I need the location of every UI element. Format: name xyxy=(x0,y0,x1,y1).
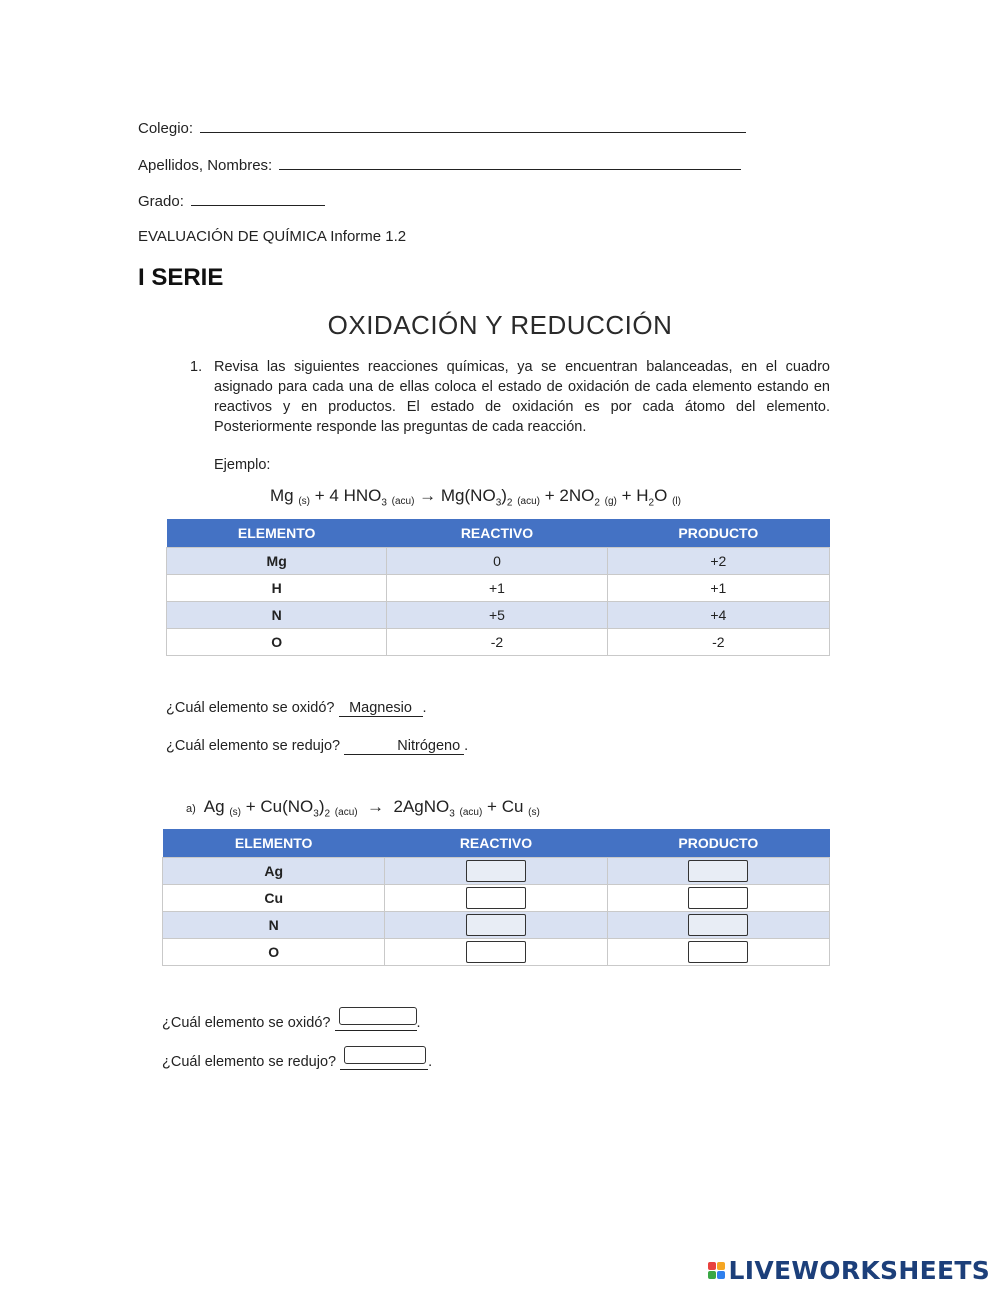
question-reduced-label: ¿Cuál elemento se redujo? xyxy=(162,1054,337,1070)
table-row xyxy=(167,548,830,575)
example-question-reduced: ¿Cuál elemento se redujo? Nitrógeno . xyxy=(166,738,469,754)
example-question-oxidized: ¿Cuál elemento se oxidó? Magnesio . xyxy=(166,700,427,716)
grado-blank xyxy=(191,191,325,206)
table-row xyxy=(167,629,830,656)
table-row xyxy=(167,575,830,602)
element-cell: Mg xyxy=(167,548,387,575)
reactivo-input[interactable] xyxy=(466,914,526,936)
producto-input[interactable] xyxy=(688,941,748,963)
reactivo-input[interactable] xyxy=(466,860,526,882)
example-equation: Mg (s) + 4 $HNO_3$ $(acu) \to Mg(NO_3)_2$ $(acu) + 2NO_2$ $(g) + H_2O$ (l) xyxy=(270,486,681,509)
question-reduced-label: ¿Cuál elemento se redujo? xyxy=(166,738,341,754)
producto-cell xyxy=(607,885,829,912)
nombres-label: Apellidos, Nombres: xyxy=(138,157,273,174)
example-label: Ejemplo: xyxy=(214,457,271,473)
worksheet-title: OXIDACIÓN Y REDUCCIÓN xyxy=(327,310,673,340)
table-row xyxy=(163,912,830,939)
element-cell: O xyxy=(167,629,387,656)
table-row xyxy=(163,858,830,885)
reaction-a-label: a) xyxy=(186,803,196,815)
table-row xyxy=(163,885,830,912)
reactivo-cell xyxy=(385,858,607,885)
colegio-label: Colegio: xyxy=(138,120,194,137)
grado-line xyxy=(138,191,325,210)
reactivo-cell xyxy=(385,939,607,966)
colegio-blank xyxy=(200,118,746,133)
element-cell: Cu xyxy=(163,885,385,912)
producto-cell: +2 xyxy=(607,548,829,575)
header-elemento: ELEMENTO xyxy=(167,519,387,548)
evaluation-title: EVALUACIÓN DE QUÍMICA Informe 1.2 xyxy=(138,228,407,245)
reactivo-cell: +5 xyxy=(387,602,607,629)
instruction-number: 1. xyxy=(190,359,203,375)
producto-input[interactable] xyxy=(688,914,748,936)
producto-cell: +1 xyxy=(607,575,829,602)
reactivo-cell: +1 xyxy=(387,575,607,602)
instruction-text: Revisa las siguientes reacciones químicas, ya se encuentran balanceadas, en el cuadro asignado para cada una de ellas coloca el estado de oxidación de cada elemento estando en reactivos y en productos. El estado de oxidación es por cada átomo del elemento. Posteriormente responde las preguntas de cada reacción. xyxy=(214,359,830,435)
logo-mark-icon xyxy=(708,1262,725,1279)
producto-cell xyxy=(607,912,829,939)
colegio-line xyxy=(138,118,746,137)
reaction-a-question-reduced: ¿Cuál elemento se redujo? . xyxy=(162,1049,432,1070)
grado-label: Grado: xyxy=(138,193,184,210)
liveworksheets-logo xyxy=(708,1256,990,1285)
table-row xyxy=(167,602,830,629)
nombres-line xyxy=(138,155,741,174)
question-oxidized-label: ¿Cuál elemento se oxidó? xyxy=(166,700,335,716)
header-reactivo: REACTIVO xyxy=(385,829,607,858)
producto-input[interactable] xyxy=(688,887,748,909)
example-table xyxy=(166,519,830,656)
answer-reduced-field[interactable] xyxy=(340,1049,428,1070)
reactivo-cell: -2 xyxy=(387,629,607,656)
producto-cell: -2 xyxy=(607,629,829,656)
header-elemento: ELEMENTO xyxy=(163,829,385,858)
producto-cell xyxy=(607,858,829,885)
reaction-a-equation: a) Ag $(s) + Cu(NO_3)_2$ (acu) → 2AgNO$_3$ (acu) + Cu (s) xyxy=(186,797,540,820)
answer-oxidized-field[interactable] xyxy=(335,1010,417,1031)
reaction-a-table xyxy=(162,829,830,966)
table-row xyxy=(163,939,830,966)
header-producto: PRODUCTO xyxy=(607,519,829,548)
reaction-a-question-oxidized: ¿Cuál elemento se oxidó? . xyxy=(162,1010,421,1031)
header-reactivo: REACTIVO xyxy=(387,519,607,548)
element-cell: O xyxy=(163,939,385,966)
question-oxidized-label: ¿Cuál elemento se oxidó? xyxy=(162,1015,331,1031)
reactivo-cell: 0 xyxy=(387,548,607,575)
element-cell: H xyxy=(167,575,387,602)
element-cell: Ag xyxy=(163,858,385,885)
reactivo-input[interactable] xyxy=(466,941,526,963)
element-cell: N xyxy=(163,912,385,939)
answer-reduced: Nitrógeno xyxy=(344,738,464,755)
header-producto: PRODUCTO xyxy=(607,829,829,858)
producto-cell xyxy=(607,939,829,966)
answer-oxidized-input[interactable] xyxy=(339,1007,417,1025)
logo-text: LIVEWORKSHEETS xyxy=(728,1256,990,1285)
reactivo-cell xyxy=(385,885,607,912)
answer-reduced-input[interactable] xyxy=(344,1046,426,1064)
reactivo-cell xyxy=(385,912,607,939)
element-cell: N xyxy=(167,602,387,629)
producto-cell: +4 xyxy=(607,602,829,629)
instruction xyxy=(190,357,830,437)
nombres-blank xyxy=(279,155,741,170)
reactivo-input[interactable] xyxy=(466,887,526,909)
producto-input[interactable] xyxy=(688,860,748,882)
serie-heading: I SERIE xyxy=(138,264,224,291)
answer-oxidized: Magnesio xyxy=(339,700,423,717)
